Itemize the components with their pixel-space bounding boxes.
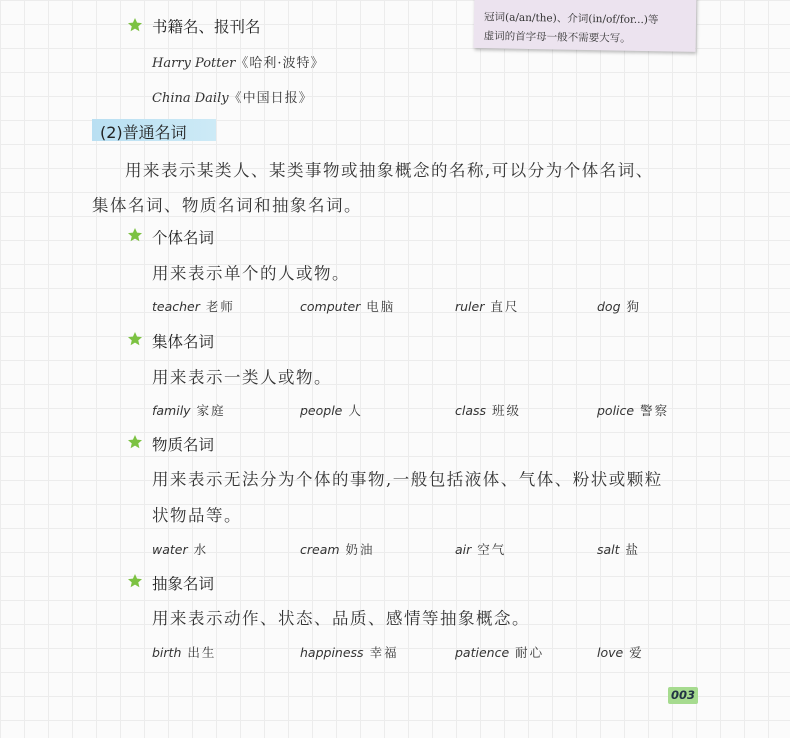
vocab-item — [455, 540, 506, 558]
vocab-en: class — [455, 403, 487, 418]
vocab-en: teacher — [152, 299, 200, 314]
vocab-zh: 班级 — [492, 403, 522, 418]
tip-note-line-1: 冠词(a/an/the)、介词(in/of/for...)等 — [483, 11, 659, 27]
vocab-en: air — [455, 542, 472, 557]
vocab-zh: 电脑 — [366, 299, 396, 314]
vocab-zh: 家庭 — [196, 403, 226, 418]
vocab-item — [597, 540, 640, 558]
vocab-zh: 直尺 — [490, 299, 520, 314]
green-star-icon — [127, 17, 143, 33]
intro-line-1: 用来表示某类人、某类事物或抽象概念的名称,可以分为个体名词、 — [125, 161, 654, 180]
example-en: China Daily — [152, 91, 229, 106]
vocab-en: water — [152, 542, 188, 557]
vocab-en: patience — [455, 645, 510, 660]
vocab-zh: 人 — [348, 403, 363, 418]
individual-heading: 个体名词 — [152, 229, 215, 247]
tip-note-line-2: 虚词的首字母一般不需要大写。 — [483, 30, 631, 45]
vocab-en: salt — [597, 542, 620, 557]
abstract-heading: 抽象名词 — [152, 575, 215, 593]
tip-note — [474, 0, 697, 52]
vocab-zh: 狗 — [626, 299, 642, 314]
vocab-item — [455, 401, 521, 419]
material-heading: 物质名词 — [152, 436, 215, 454]
vocab-item — [300, 297, 395, 315]
collective-heading: 集体名词 — [152, 333, 215, 351]
vocab-item — [300, 540, 375, 558]
vocab-en: family — [152, 403, 191, 418]
vocab-item — [455, 297, 519, 315]
vocab-en: love — [597, 645, 624, 660]
vocab-zh: 空气 — [477, 542, 507, 557]
vocab-zh: 爱 — [629, 645, 644, 660]
vocab-item — [597, 297, 641, 315]
vocab-zh: 奶油 — [345, 542, 375, 557]
material-desc-line-2: 状物品等。 — [152, 506, 242, 525]
example-zh: 《哈利·波特》 — [235, 56, 325, 71]
example-china-daily — [152, 87, 313, 106]
green-star-icon — [127, 573, 143, 589]
page-number: 003 — [668, 687, 698, 704]
vocab-en: police — [597, 403, 635, 418]
green-star-icon — [127, 434, 143, 450]
vocab-item — [152, 540, 208, 558]
intro-line-2: 集体名词、物质名词和抽象名词。 — [92, 196, 362, 215]
vocab-zh: 盐 — [625, 542, 641, 557]
vocab-zh: 水 — [193, 542, 209, 557]
vocab-en: happiness — [300, 645, 364, 660]
example-en: Harry Potter — [152, 56, 236, 71]
vocab-item — [300, 401, 363, 419]
vocab-en: birth — [152, 645, 182, 660]
vocab-zh: 老师 — [205, 299, 235, 314]
green-star-icon — [127, 227, 143, 243]
example-harry-potter — [152, 52, 325, 71]
vocab-zh: 警察 — [640, 403, 670, 418]
vocab-item — [300, 643, 399, 661]
books-heading: 书籍名、报刊名 — [152, 18, 261, 36]
vocab-en: computer — [300, 299, 361, 314]
section-title: (2)普通名词 — [100, 123, 187, 142]
example-zh: 《中国日报》 — [228, 91, 313, 106]
green-star-icon — [127, 331, 143, 347]
collective-desc: 用来表示一类人或物。 — [152, 368, 332, 387]
individual-desc: 用来表示单个的人或物。 — [152, 264, 350, 283]
vocab-zh: 幸福 — [369, 645, 399, 660]
vocab-item — [597, 643, 644, 661]
vocab-en: dog — [597, 299, 621, 314]
vocab-item — [597, 401, 669, 419]
vocab-item — [152, 401, 226, 419]
vocab-item — [152, 643, 216, 661]
vocab-en: people — [300, 403, 343, 418]
vocab-zh: 出生 — [187, 645, 217, 660]
vocab-item — [455, 643, 544, 661]
material-desc-line-1: 用来表示无法分为个体的事物,一般包括液体、气体、粉状或颗粒 — [152, 470, 663, 489]
vocab-item — [152, 297, 235, 315]
abstract-desc: 用来表示动作、状态、品质、感情等抽象概念。 — [152, 609, 530, 628]
vocab-en: ruler — [455, 299, 485, 314]
vocab-en: cream — [300, 542, 340, 557]
vocab-zh: 耐心 — [515, 645, 545, 660]
